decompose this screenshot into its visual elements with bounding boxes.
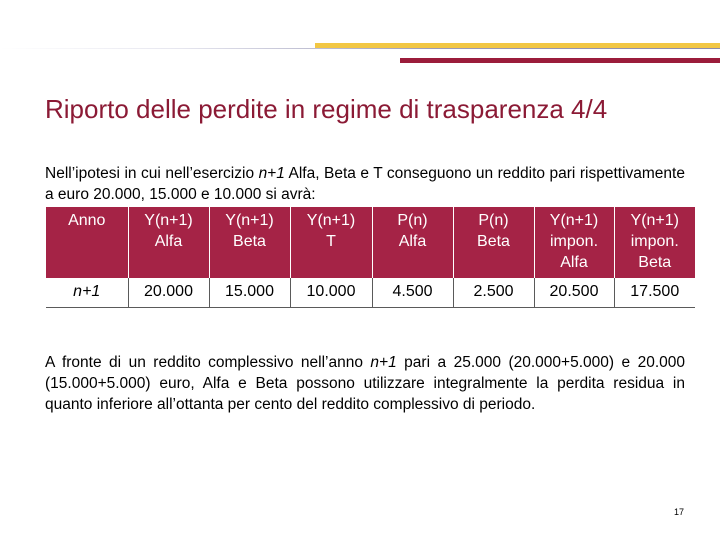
table-cell: 2.500 (453, 278, 534, 308)
header-line: Alfa (398, 233, 427, 250)
header-y-beta (209, 207, 290, 278)
header-line: P(n) (397, 212, 428, 229)
header-line: impon. (630, 233, 679, 250)
loss-carryforward-table (46, 207, 695, 308)
intro-paragraph (45, 163, 685, 205)
header-line: Alfa (560, 254, 588, 271)
decorative-divider-line (0, 48, 720, 49)
table-header-row (46, 207, 695, 278)
header-y-impon-beta (614, 207, 695, 278)
conclusion-paragraph (45, 352, 685, 415)
table-cell: 20.500 (534, 278, 614, 308)
table-cell-anno: n+1 (46, 278, 128, 308)
header-y-alfa (128, 207, 209, 278)
header-y-t (290, 207, 372, 278)
header-line: Y(n+1) (630, 212, 679, 229)
table-cell: 20.000 (128, 278, 209, 308)
table-cell: 17.500 (614, 278, 695, 308)
header-p-alfa (372, 207, 453, 278)
intro-text-italic: n+1 (258, 165, 285, 182)
table-cell: 4.500 (372, 278, 453, 308)
header-p-beta (453, 207, 534, 278)
table-cell: 10.000 (290, 278, 372, 308)
header-anno (46, 207, 128, 278)
slide-title: Riporto delle perdite in regime di trasparenza 4/4 (45, 94, 608, 124)
header-line: Beta (233, 233, 266, 250)
header-y-impon-alfa (534, 207, 614, 278)
header-line: Y(n+1) (549, 212, 599, 229)
header-line: P(n) (478, 212, 509, 229)
conclusion-text-part1: A fronte di un reddito complessivo nell’anno (45, 354, 371, 371)
header-line: Anno (68, 212, 106, 229)
intro-text-after: Alfa, Beta e T conseguono un reddito pari rispettivamente a euro 20.000, 15.000 e 10.000 si avrà: (45, 165, 685, 203)
conclusion-text-italic: n+1 (370, 354, 397, 371)
header-line: T (326, 233, 336, 250)
header-line: Y(n+1) (306, 212, 356, 229)
header-line: Beta (477, 233, 510, 250)
header-line: Alfa (154, 233, 183, 250)
conclusion-text-part2: pari a 25.000 (20.000+5.000) e 20.000 (15.000+5.000) euro, Alfa e Beta possono utilizzare integralmente la perdita residua in quanto inferiore all’ottanta per cento del reddito complessivo di periodo. (45, 354, 685, 413)
header-line: impon. (549, 233, 599, 250)
page-number: 17 (673, 507, 684, 517)
header-line: Beta (638, 254, 672, 271)
intro-text-before: Nell’ipotesi in cui nell’esercizio (45, 165, 259, 182)
header-line: Y(n+1) (144, 212, 193, 229)
table-cell: 15.000 (209, 278, 290, 308)
header-line: Y(n+1) (225, 212, 274, 229)
table-row (46, 278, 695, 308)
decorative-maroon-bar (400, 58, 720, 63)
